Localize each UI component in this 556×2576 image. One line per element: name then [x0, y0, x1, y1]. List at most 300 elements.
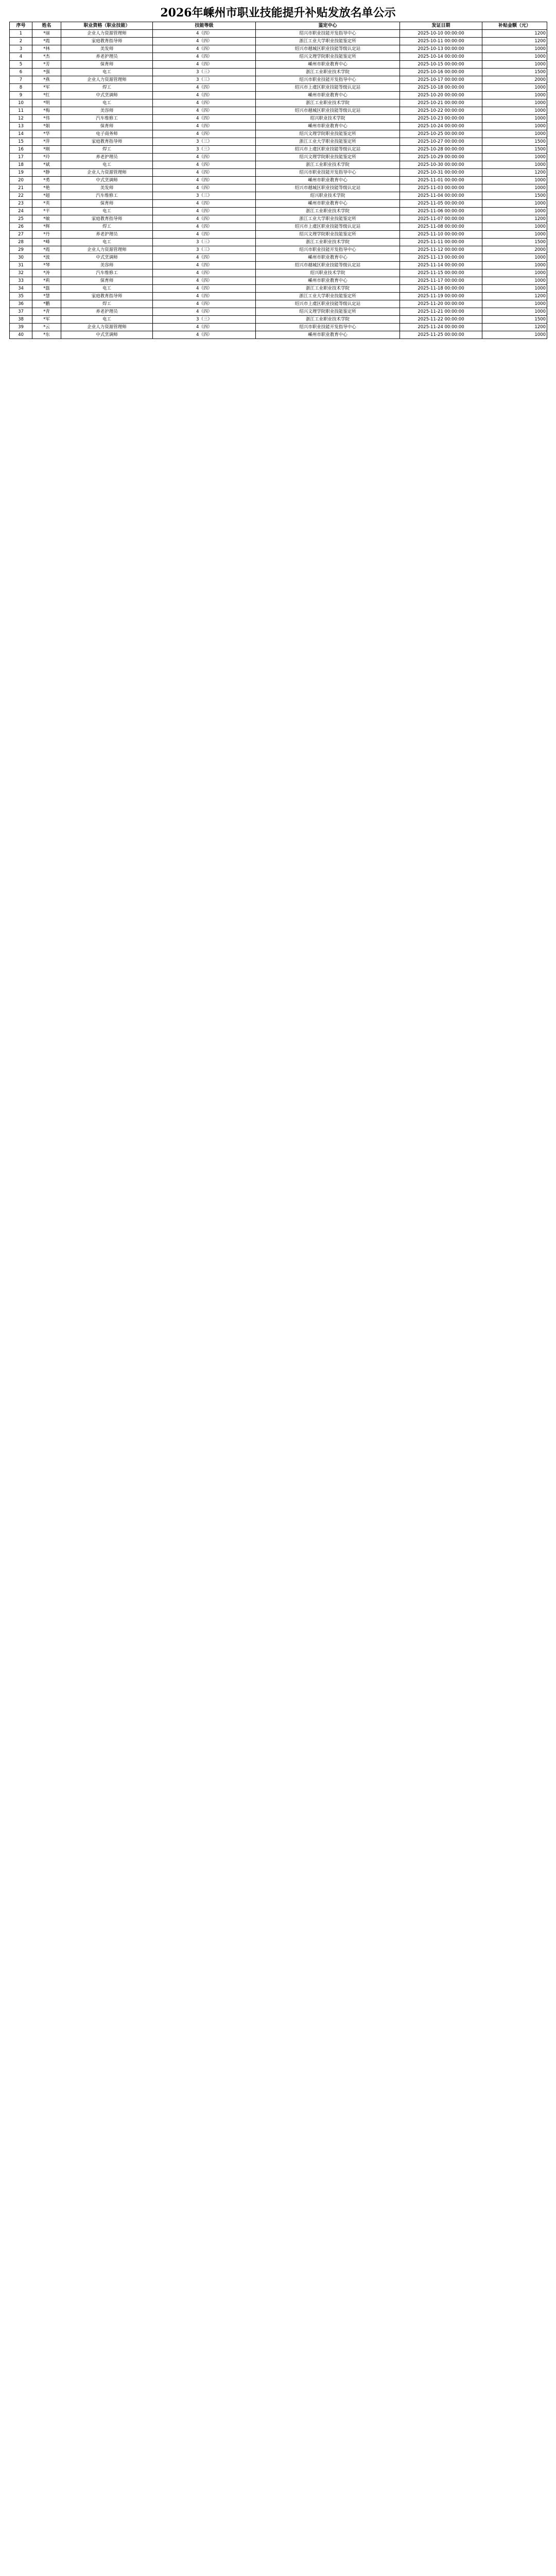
cell-center: 绍兴市职业技能开发指导中心 — [256, 246, 400, 254]
cell-no: 1 — [10, 30, 32, 38]
cell-no: 39 — [10, 324, 32, 331]
cell-no: 37 — [10, 308, 32, 316]
cell-name: *娟 — [32, 123, 61, 130]
cell-name: *磊 — [32, 285, 61, 293]
cell-no: 16 — [10, 146, 32, 154]
cell-job: 保育师 — [61, 200, 153, 208]
cell-name: *杰 — [32, 53, 61, 61]
cell-job: 汽车维修工 — [61, 269, 153, 277]
cell-date: 2025-10-27 00:00:00 — [400, 138, 482, 146]
cell-amount: 1000 — [482, 262, 547, 269]
cell-level: 4（四） — [153, 84, 256, 92]
cell-center: 嵊州市职业教育中心 — [256, 123, 400, 130]
cell-name: *慧 — [32, 293, 61, 300]
cell-level: 3（三） — [153, 138, 256, 146]
cell-name: *峰 — [32, 239, 61, 246]
cell-name: *刚 — [32, 146, 61, 154]
cell-no: 12 — [10, 115, 32, 123]
cell-name: *涛 — [32, 269, 61, 277]
cell-name: *莉 — [32, 277, 61, 285]
cell-date: 2025-10-10 00:00:00 — [400, 30, 482, 38]
cell-job: 中式烹调师 — [61, 177, 153, 184]
cell-date: 2025-10-29 00:00:00 — [400, 154, 482, 161]
cell-level: 4（四） — [153, 61, 256, 69]
cell-level: 4（四） — [153, 30, 256, 38]
cell-level: 3（三） — [153, 69, 256, 76]
cell-job: 企业人力资源管理师 — [61, 324, 153, 331]
header-date: 发证日期 — [400, 22, 482, 30]
cell-job: 焊工 — [61, 300, 153, 308]
cell-amount: 1200 — [482, 30, 547, 38]
cell-amount: 1500 — [482, 69, 547, 76]
cell-level: 3（三） — [153, 192, 256, 200]
table-row — [10, 53, 547, 61]
cell-level: 4（四） — [153, 215, 256, 223]
cell-job: 企业人力资源管理师 — [61, 76, 153, 84]
cell-date: 2025-10-16 00:00:00 — [400, 69, 482, 76]
cell-job: 电工 — [61, 208, 153, 215]
table-header-row — [10, 22, 547, 30]
cell-date: 2025-11-03 00:00:00 — [400, 184, 482, 192]
cell-level: 4（四） — [153, 184, 256, 192]
cell-no: 28 — [10, 239, 32, 246]
table-row — [10, 146, 547, 154]
cell-date: 2025-10-28 00:00:00 — [400, 146, 482, 154]
cell-date: 2025-11-06 00:00:00 — [400, 208, 482, 215]
cell-name: *平 — [32, 208, 61, 215]
cell-job: 家庭教育指导师 — [61, 293, 153, 300]
cell-center: 嵊州市职业教育中心 — [256, 254, 400, 262]
cell-no: 2 — [10, 38, 32, 45]
cell-center: 浙江工业职业技术学院 — [256, 99, 400, 107]
cell-amount: 1200 — [482, 38, 547, 45]
table-row — [10, 293, 547, 300]
cell-job: 电工 — [61, 161, 153, 169]
cell-center: 绍兴市越城区职业技能等级认定站 — [256, 262, 400, 269]
cell-level: 4（四） — [153, 45, 256, 53]
table-row — [10, 200, 547, 208]
cell-amount: 1200 — [482, 215, 547, 223]
cell-center: 嵊州市职业教育中心 — [256, 200, 400, 208]
cell-center: 嵊州市职业教育中心 — [256, 61, 400, 69]
cell-name: *艳 — [32, 184, 61, 192]
cell-center: 绍兴文理学院职业技能鉴定所 — [256, 53, 400, 61]
cell-level: 4（四） — [153, 324, 256, 331]
cell-amount: 1000 — [482, 53, 547, 61]
cell-job: 保育师 — [61, 61, 153, 69]
cell-no: 5 — [10, 61, 32, 69]
cell-date: 2025-10-25 00:00:00 — [400, 130, 482, 138]
cell-name: *丽 — [32, 30, 61, 38]
cell-center: 绍兴市越城区职业技能等级认定站 — [256, 184, 400, 192]
cell-level: 4（四） — [153, 208, 256, 215]
cell-amount: 1000 — [482, 99, 547, 107]
table-row — [10, 269, 547, 277]
table-row — [10, 192, 547, 200]
cell-amount: 1000 — [482, 45, 547, 53]
cell-center: 绍兴市上虞区职业技能等级认定站 — [256, 84, 400, 92]
cell-amount: 1500 — [482, 138, 547, 146]
cell-center: 绍兴市职业技能开发指导中心 — [256, 76, 400, 84]
table-row — [10, 130, 547, 138]
table-row — [10, 107, 547, 115]
cell-date: 2025-11-12 00:00:00 — [400, 246, 482, 254]
cell-name: *伟 — [32, 115, 61, 123]
cell-center: 绍兴文理学院职业技能鉴定所 — [256, 308, 400, 316]
cell-center: 嵊州市职业教育中心 — [256, 92, 400, 99]
cell-name: *红 — [32, 92, 61, 99]
cell-center: 嵊州市职业教育中心 — [256, 331, 400, 339]
cell-no: 35 — [10, 293, 32, 300]
cell-amount: 1000 — [482, 130, 547, 138]
cell-name: *霞 — [32, 246, 61, 254]
cell-level: 4（四） — [153, 277, 256, 285]
page-title: 2026年嵊州市职业技能提升补贴发放名单公示 — [160, 6, 396, 20]
cell-job: 中式烹调师 — [61, 254, 153, 262]
cell-name: *超 — [32, 192, 61, 200]
cell-date: 2025-11-19 00:00:00 — [400, 293, 482, 300]
cell-date: 2025-10-14 00:00:00 — [400, 53, 482, 61]
cell-no: 11 — [10, 107, 32, 115]
cell-date: 2025-10-15 00:00:00 — [400, 61, 482, 69]
table-row — [10, 45, 547, 53]
cell-job: 保育师 — [61, 123, 153, 130]
cell-level: 4（四） — [153, 38, 256, 45]
cell-date: 2025-10-23 00:00:00 — [400, 115, 482, 123]
cell-amount: 1000 — [482, 231, 547, 239]
cell-no: 6 — [10, 69, 32, 76]
cell-name: *林 — [32, 45, 61, 53]
cell-name: *琴 — [32, 262, 61, 269]
cell-amount: 1000 — [482, 300, 547, 308]
cell-level: 3（三） — [153, 76, 256, 84]
cell-level: 4（四） — [153, 200, 256, 208]
cell-amount: 2000 — [482, 246, 547, 254]
cell-date: 2025-10-20 00:00:00 — [400, 92, 482, 99]
cell-date: 2025-11-01 00:00:00 — [400, 177, 482, 184]
cell-date: 2025-10-11 00:00:00 — [400, 38, 482, 45]
cell-amount: 1200 — [482, 293, 547, 300]
table-row — [10, 285, 547, 293]
cell-name: *勇 — [32, 177, 61, 184]
cell-date: 2025-11-25 00:00:00 — [400, 331, 482, 339]
cell-amount: 1000 — [482, 177, 547, 184]
cell-amount: 1000 — [482, 123, 547, 130]
cell-date: 2025-10-31 00:00:00 — [400, 169, 482, 177]
cell-job: 汽车维修工 — [61, 192, 153, 200]
cell-date: 2025-10-30 00:00:00 — [400, 161, 482, 169]
cell-level: 3（三） — [153, 246, 256, 254]
table-row — [10, 61, 547, 69]
cell-center: 绍兴市职业技能开发指导中心 — [256, 324, 400, 331]
cell-job: 电工 — [61, 285, 153, 293]
cell-level: 4（四） — [153, 308, 256, 316]
cell-date: 2025-11-11 00:00:00 — [400, 239, 482, 246]
cell-name: *芳 — [32, 61, 61, 69]
cell-date: 2025-11-24 00:00:00 — [400, 324, 482, 331]
cell-amount: 1000 — [482, 285, 547, 293]
cell-date: 2025-11-08 00:00:00 — [400, 223, 482, 231]
cell-no: 13 — [10, 123, 32, 130]
table-row — [10, 184, 547, 192]
cell-date: 2025-11-21 00:00:00 — [400, 308, 482, 316]
cell-no: 22 — [10, 192, 32, 200]
table-row — [10, 99, 547, 107]
cell-level: 4（四） — [153, 92, 256, 99]
table-row — [10, 169, 547, 177]
cell-no: 24 — [10, 208, 32, 215]
cell-amount: 1500 — [482, 192, 547, 200]
cell-level: 4（四） — [153, 123, 256, 130]
cell-center: 绍兴市上虞区职业技能等级认定站 — [256, 223, 400, 231]
cell-date: 2025-10-17 00:00:00 — [400, 76, 482, 84]
cell-no: 18 — [10, 161, 32, 169]
cell-amount: 1200 — [482, 324, 547, 331]
cell-no: 8 — [10, 84, 32, 92]
cell-level: 4（四） — [153, 177, 256, 184]
table-row — [10, 76, 547, 84]
cell-job: 美发师 — [61, 184, 153, 192]
cell-amount: 1500 — [482, 316, 547, 324]
cell-no: 15 — [10, 138, 32, 146]
cell-no: 9 — [10, 92, 32, 99]
table-row — [10, 262, 547, 269]
cell-amount: 1000 — [482, 184, 547, 192]
cell-name: *云 — [32, 324, 61, 331]
cell-date: 2025-10-22 00:00:00 — [400, 107, 482, 115]
table-row — [10, 254, 547, 262]
cell-no: 25 — [10, 215, 32, 223]
cell-date: 2025-11-14 00:00:00 — [400, 262, 482, 269]
cell-amount: 1000 — [482, 254, 547, 262]
cell-name: *鹏 — [32, 300, 61, 308]
cell-level: 4（四） — [153, 262, 256, 269]
cell-center: 浙江工业职业技术学院 — [256, 285, 400, 293]
cell-job: 中式烹调师 — [61, 92, 153, 99]
cell-name: *明 — [32, 99, 61, 107]
table-row — [10, 208, 547, 215]
cell-center: 绍兴市职业技能开发指导中心 — [256, 30, 400, 38]
cell-center: 绍兴文理学院职业技能鉴定所 — [256, 130, 400, 138]
cell-level: 4（四） — [153, 293, 256, 300]
cell-amount: 1000 — [482, 208, 547, 215]
cell-no: 7 — [10, 76, 32, 84]
table-row — [10, 308, 547, 316]
cell-date: 2025-11-18 00:00:00 — [400, 285, 482, 293]
cell-name: *玲 — [32, 154, 61, 161]
cell-job: 企业人力资源管理师 — [61, 30, 153, 38]
table-row — [10, 331, 547, 339]
cell-no: 14 — [10, 130, 32, 138]
cell-date: 2025-11-13 00:00:00 — [400, 254, 482, 262]
cell-no: 10 — [10, 99, 32, 107]
cell-name: *萍 — [32, 138, 61, 146]
cell-no: 20 — [10, 177, 32, 184]
cell-job: 电工 — [61, 239, 153, 246]
cell-no: 36 — [10, 300, 32, 308]
cell-no: 38 — [10, 316, 32, 324]
cell-date: 2025-11-15 00:00:00 — [400, 269, 482, 277]
cell-center: 绍兴市上虞区职业技能等级认定站 — [256, 300, 400, 308]
cell-job: 美容师 — [61, 262, 153, 269]
cell-level: 4（四） — [153, 107, 256, 115]
cell-name: *敏 — [32, 215, 61, 223]
cell-job: 焊工 — [61, 146, 153, 154]
table-row — [10, 115, 547, 123]
cell-level: 4（四） — [153, 53, 256, 61]
cell-no: 30 — [10, 254, 32, 262]
cell-amount: 1000 — [482, 107, 547, 115]
table-row — [10, 223, 547, 231]
cell-date: 2025-11-07 00:00:00 — [400, 215, 482, 223]
cell-amount: 1000 — [482, 161, 547, 169]
cell-job: 养老护理员 — [61, 154, 153, 161]
table-row — [10, 161, 547, 169]
cell-center: 嵊州市职业教育中心 — [256, 177, 400, 184]
cell-amount: 1500 — [482, 146, 547, 154]
cell-level: 4（四） — [153, 254, 256, 262]
cell-job: 焊工 — [61, 84, 153, 92]
cell-center: 浙江工业职业技术学院 — [256, 69, 400, 76]
cell-center: 浙江工业大学职业技能鉴定所 — [256, 293, 400, 300]
table-row — [10, 215, 547, 223]
cell-amount: 1000 — [482, 61, 547, 69]
cell-level: 4（四） — [153, 169, 256, 177]
cell-date: 2025-11-05 00:00:00 — [400, 200, 482, 208]
cell-center: 绍兴文理学院职业技能鉴定所 — [256, 154, 400, 161]
cell-no: 31 — [10, 262, 32, 269]
cell-job: 企业人力资源管理师 — [61, 246, 153, 254]
cell-level: 4（四） — [153, 331, 256, 339]
cell-job: 美容师 — [61, 107, 153, 115]
cell-amount: 1500 — [482, 239, 547, 246]
cell-date: 2025-11-10 00:00:00 — [400, 231, 482, 239]
header-amount: 补贴金额（元） — [482, 22, 547, 30]
cell-job: 养老护理员 — [61, 53, 153, 61]
cell-no: 17 — [10, 154, 32, 161]
cell-amount: 1000 — [482, 92, 547, 99]
cell-date: 2025-10-18 00:00:00 — [400, 84, 482, 92]
cell-center: 浙江工业职业技术学院 — [256, 208, 400, 215]
cell-job: 电工 — [61, 69, 153, 76]
cell-date: 2025-11-20 00:00:00 — [400, 300, 482, 308]
cell-level: 4（四） — [153, 300, 256, 308]
cell-no: 40 — [10, 331, 32, 339]
cell-date: 2025-10-21 00:00:00 — [400, 99, 482, 107]
cell-no: 29 — [10, 246, 32, 254]
cell-level: 3（三） — [153, 316, 256, 324]
cell-name: *霞 — [32, 38, 61, 45]
cell-date: 2025-10-13 00:00:00 — [400, 45, 482, 53]
cell-name: *华 — [32, 130, 61, 138]
cell-name: *青 — [32, 308, 61, 316]
cell-job: 汽车维修工 — [61, 115, 153, 123]
cell-job: 电子商务师 — [61, 130, 153, 138]
cell-name: *东 — [32, 331, 61, 339]
table-row — [10, 30, 547, 38]
cell-no: 33 — [10, 277, 32, 285]
cell-job: 焊工 — [61, 223, 153, 231]
cell-no: 26 — [10, 223, 32, 231]
cell-amount: 1000 — [482, 331, 547, 339]
cell-no: 19 — [10, 169, 32, 177]
cell-level: 4（四） — [153, 223, 256, 231]
cell-name: *丹 — [32, 231, 61, 239]
table-row — [10, 154, 547, 161]
cell-center: 浙江工业大学职业技能鉴定所 — [256, 138, 400, 146]
cell-center: 绍兴市职业技能开发指导中心 — [256, 169, 400, 177]
cell-center: 绍兴职业技术学院 — [256, 269, 400, 277]
table-row — [10, 69, 547, 76]
cell-date: 2025-10-24 00:00:00 — [400, 123, 482, 130]
cell-amount: 1000 — [482, 277, 547, 285]
cell-amount: 1000 — [482, 269, 547, 277]
cell-job: 美发师 — [61, 45, 153, 53]
cell-center: 绍兴市上虞区职业技能等级认定站 — [256, 146, 400, 154]
cell-job: 中式烹调师 — [61, 331, 153, 339]
cell-level: 4（四） — [153, 285, 256, 293]
cell-amount: 1000 — [482, 115, 547, 123]
cell-center: 绍兴职业技术学院 — [256, 192, 400, 200]
cell-center: 嵊州市职业教育中心 — [256, 277, 400, 285]
table-body — [10, 30, 547, 339]
cell-name: *强 — [32, 69, 61, 76]
cell-name: *波 — [32, 254, 61, 262]
header-center: 鉴定中心 — [256, 22, 400, 30]
cell-level: 3（三） — [153, 146, 256, 154]
cell-job: 家庭教育指导师 — [61, 138, 153, 146]
cell-job: 养老护理员 — [61, 308, 153, 316]
table-row — [10, 277, 547, 285]
cell-no: 3 — [10, 45, 32, 53]
cell-level: 4（四） — [153, 115, 256, 123]
cell-no: 34 — [10, 285, 32, 293]
header-level: 技能等级 — [153, 22, 256, 30]
cell-job: 家庭教育指导师 — [61, 215, 153, 223]
cell-amount: 2000 — [482, 76, 547, 84]
cell-name: *静 — [32, 169, 61, 177]
table-row — [10, 316, 547, 324]
cell-amount: 1200 — [482, 169, 547, 177]
cell-no: 21 — [10, 184, 32, 192]
cell-center: 绍兴市越城区职业技能等级认定站 — [256, 107, 400, 115]
header-job: 职业资格（职业技能） — [61, 22, 153, 30]
table-row — [10, 177, 547, 184]
table-row — [10, 324, 547, 331]
cell-name: *辉 — [32, 223, 61, 231]
table-row — [10, 300, 547, 308]
cell-job: 电工 — [61, 316, 153, 324]
cell-level: 4（四） — [153, 269, 256, 277]
cell-name: *英 — [32, 200, 61, 208]
cell-amount: 1000 — [482, 154, 547, 161]
cell-name: *斌 — [32, 161, 61, 169]
table-row — [10, 38, 547, 45]
cell-job: 养老护理员 — [61, 231, 153, 239]
cell-level: 4（四） — [153, 161, 256, 169]
cell-center: 浙江工业职业技术学院 — [256, 239, 400, 246]
cell-center: 浙江工业大学职业技能鉴定所 — [256, 215, 400, 223]
cell-level: 3（三） — [153, 239, 256, 246]
cell-job: 企业人力资源管理师 — [61, 169, 153, 177]
table-row — [10, 84, 547, 92]
cell-center: 浙江工业大学职业技能鉴定所 — [256, 38, 400, 45]
table-row — [10, 138, 547, 146]
cell-amount: 1000 — [482, 200, 547, 208]
table-row — [10, 239, 547, 246]
subsidy-table — [9, 22, 547, 339]
cell-level: 4（四） — [153, 99, 256, 107]
